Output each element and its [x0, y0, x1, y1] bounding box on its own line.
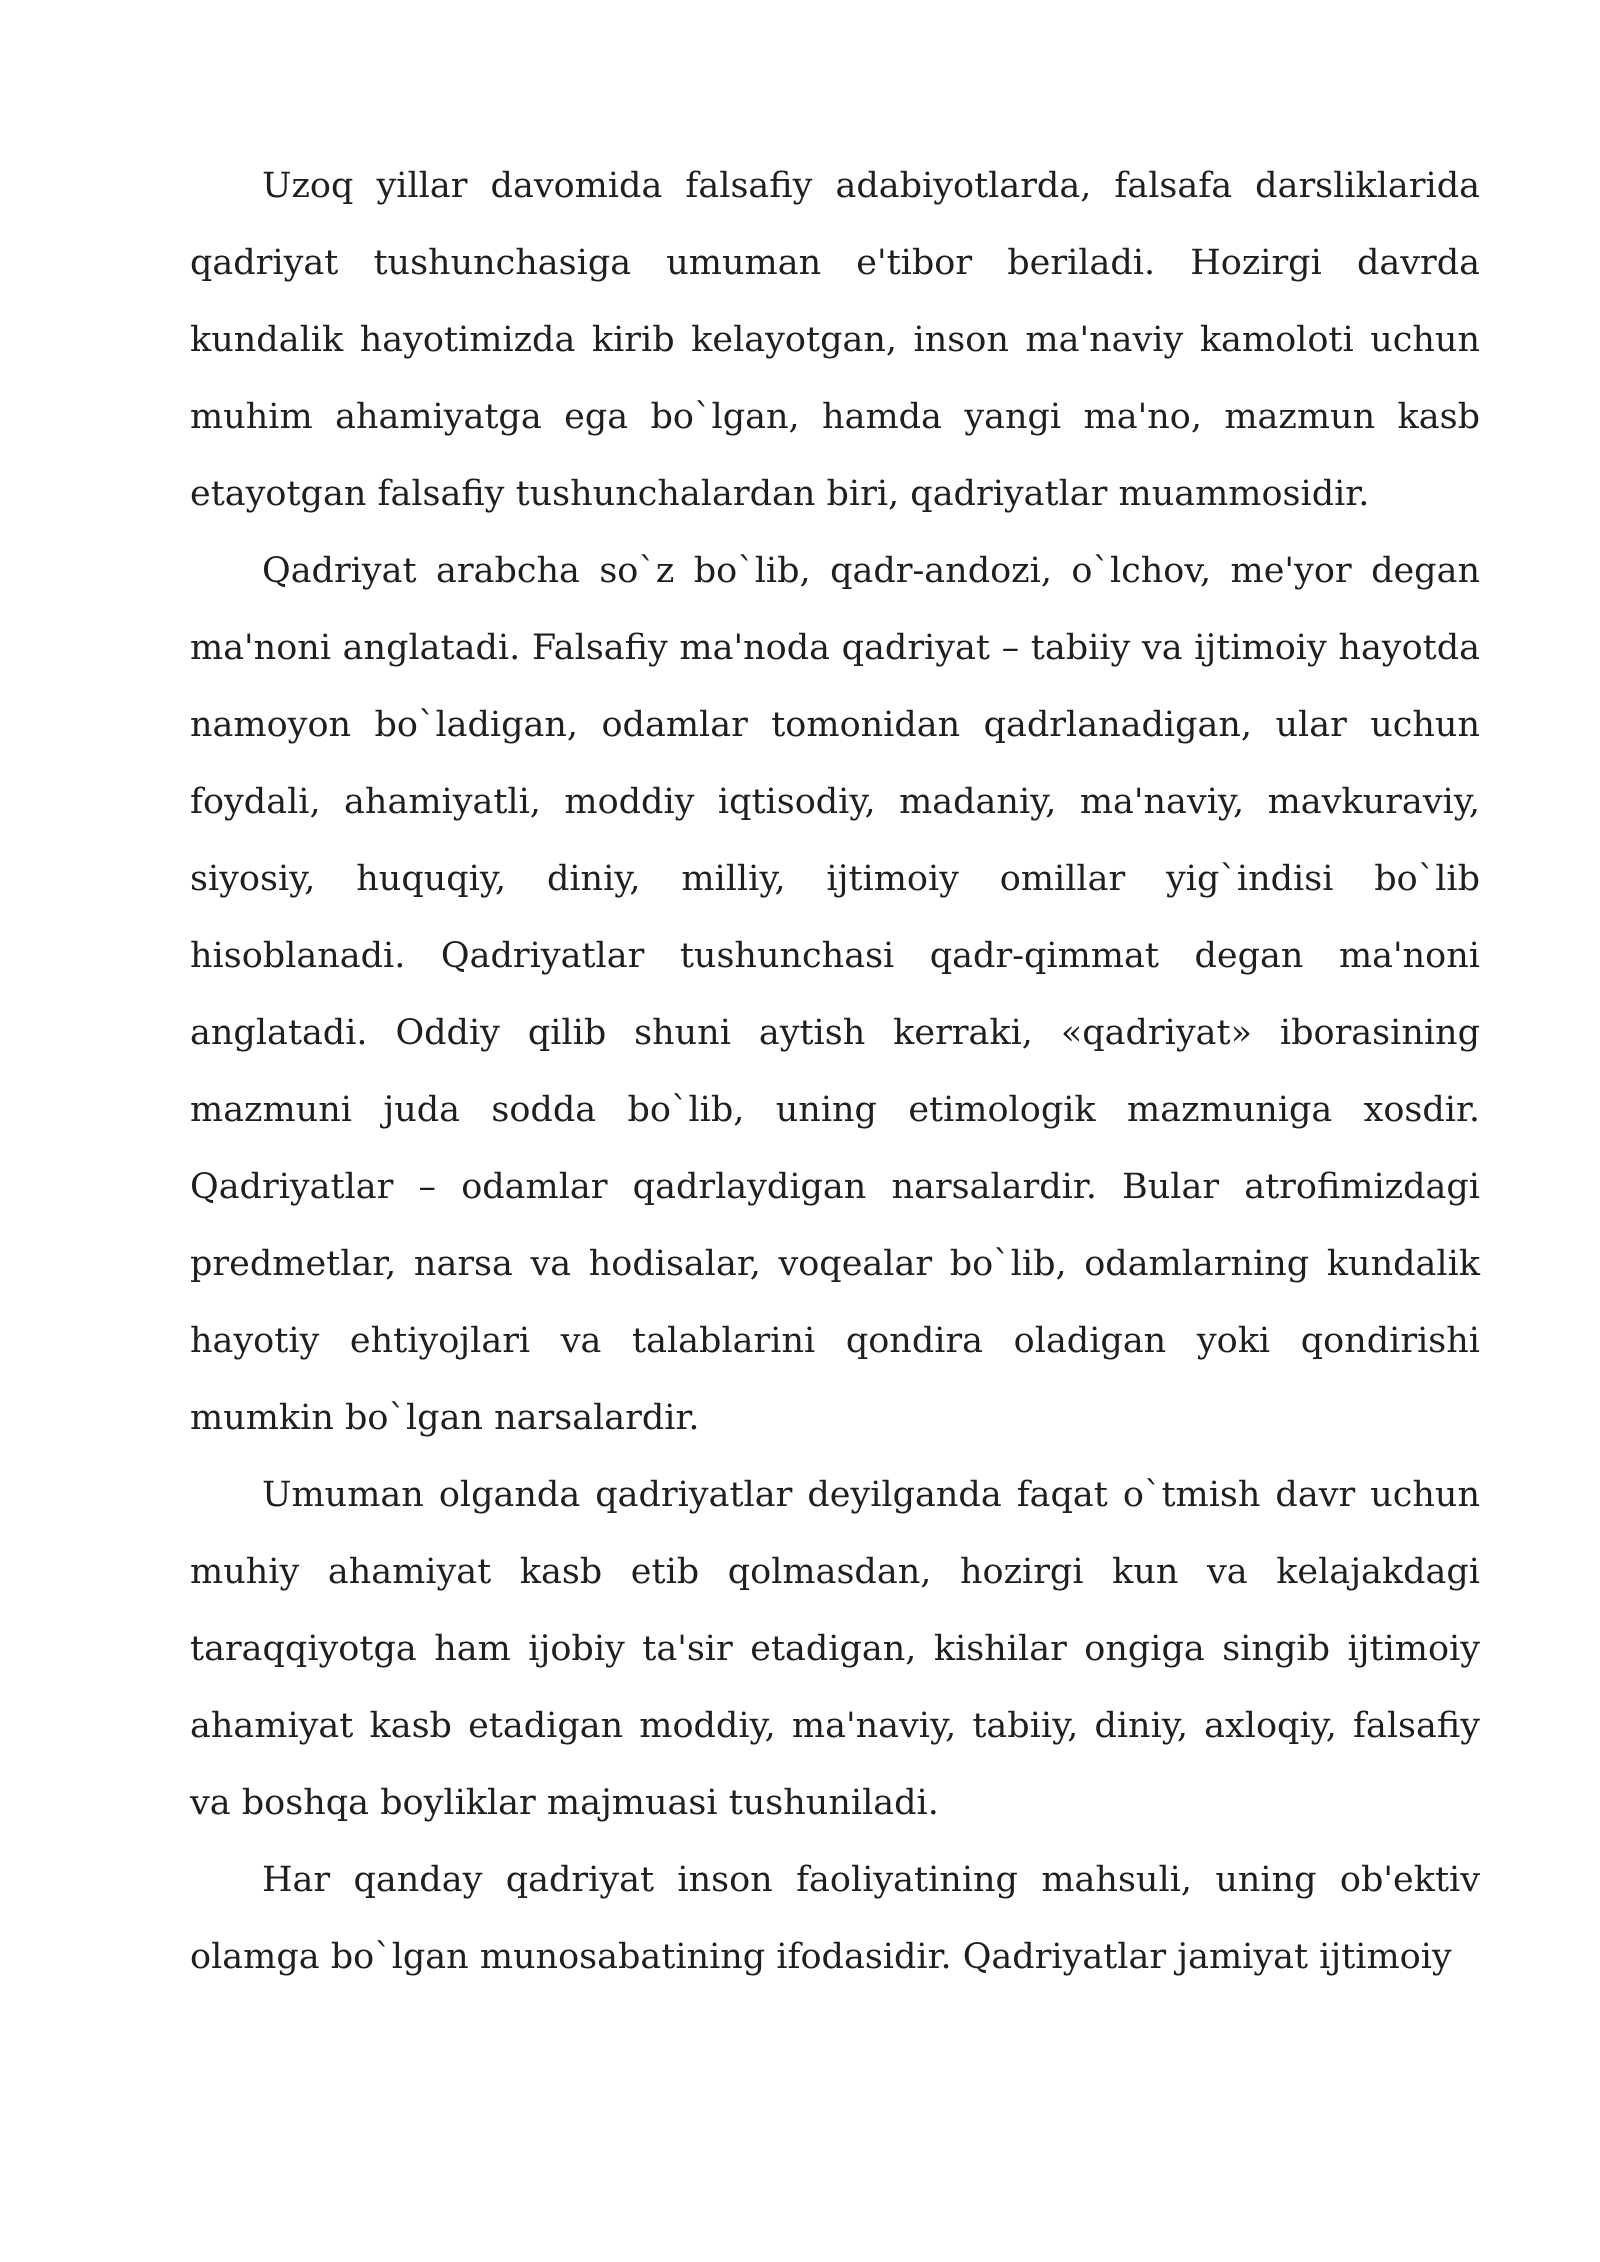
- paragraph-2: Qadriyat arabcha so`z bo`lib, qadr-andozi, o`lchov, me'yor degan ma'noni anglatadi. Falsafiy ma'noda qadriyat – tabiiy va ijtimoiy hayotda namoyon bo`ladigan, odamlar tomonidan qadrlanadigan, ular uchun foydali, ahamiyatli, moddiy iqtisodiy, madaniy, ma'naviy, mavkuraviy, siyosiy, huquqiy, diniy, milliy, ijtimoiy omillar yig`indisi bo`lib hisoblanadi. Qadriyatlar tushunchasi qadr-qimmat degan ma'noni anglatadi. Oddiy qilib shuni aytish kerraki, «qadriyat» iborasining mazmuni juda sodda bo`lib, uning etimologik mazmuniga xosdir. Qadriyatlar – odamlar qadrlaydigan narsalardir. Bular atrofimizdagi predmetlar, narsa va hodisalar, voqealar bo`lib, odamlarning kundalik hayotiy ehtiyojlari va talablarini qondira oladigan yoki qondirishi mumkin bo`lgan narsalardir.: [190, 551, 1480, 1438]
- document-body: [190, 148, 1480, 1996]
- paragraph-1: Uzoq yillar davomida falsafiy adabiyotlarda, falsafa darsliklarida qadriyat tushunchasiga umuman e'tibor beriladi. Hozirgi davrda kundalik hayotimizda kirib kelayotgan, inson ma'naviy kamoloti uchun muhim ahamiyatga ega bo`lgan, hamda yangi ma'no, mazmun kasb etayotgan falsafiy tushunchalardan biri, qadriyatlar muammosidir.: [190, 166, 1480, 514]
- paragraph-4: Har qanday qadriyat inson faoliyatining mahsuli, uning ob'ektiv olamga bo`lgan munosabatining ifodasidir. Qadriyatlar jamiyat ijtimoiy: [190, 1860, 1480, 1977]
- paragraph-3: Umuman olganda qadriyatlar deyilganda faqat o`tmish davr uchun muhiy ahamiyat kasb etib qolmasdan, hozirgi kun va kelajakdagi taraqqiyotga ham ijobiy ta'sir etadigan, kishilar ongiga singib ijtimoiy ahamiyat kasb etadigan moddiy, ma'naviy, tabiiy, diniy, axloqiy, falsafiy va boshqa boyliklar majmuasi tushuniladi.: [190, 1475, 1480, 1823]
